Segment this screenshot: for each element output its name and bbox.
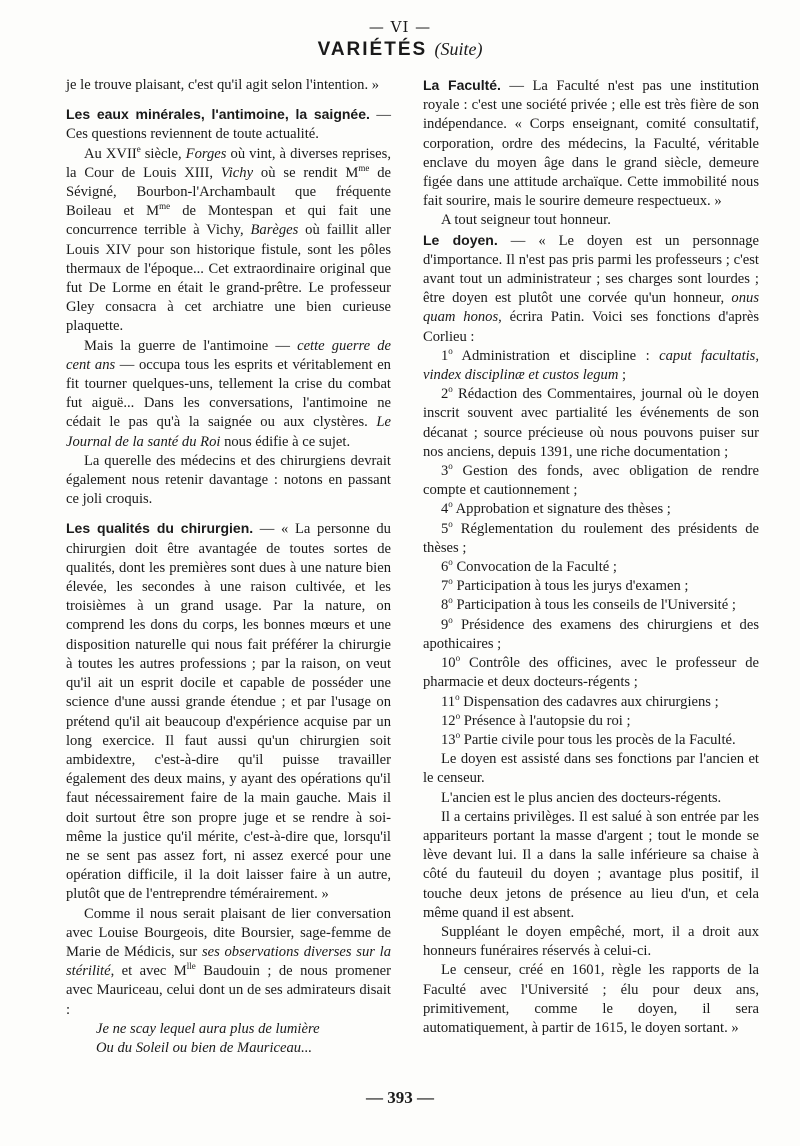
paragraph: Au XVIIe siècle, Forges où vint, à diverses reprises, la Cour de Louis XIII, Vichy où se rendit $M^{me}$ de Sévigné, Bourbon-l'Archambault que fréquente Boileau et $M^{me}$ de Montespan et qui fait une concurrence terrible à Vichy, Barèges où faillit aller Louis XIV pour son historique fistule, sont les pôles thermaux de l'époque... Cet extraordinaire original que fut De Lorme en était le grand-prêtre. Le professeur Gley consacra à cet archiatre une bien curieuse plaquette. [66,143,391,335]
section-title [0,39,800,61]
function-item: 11$^o$ Dispensation des cadavres aux chirurgiens ; [441,691,719,710]
function-item: 1$^o$ Administration et discipline : caput facultatis, vindex disciplinæ et custos legum ; [423,345,760,384]
subheading-eaux: Les eaux minérales, l'antimoine, la saignée. [66,106,370,123]
paragraph: La querelle des médecins et des chirurgiens devrait également nous retenir davantage : notons en passant ce joli croquis. [66,452,391,508]
paragraph: Il a certains privilèges. Il est salué à son entrée par les appariteurs portant la masse d'argent ; tout le monde se lève devant lui. Il a dans la salle inférieure sa chaise à côté du fauteuil du doyen ; avantage plus positif, il touche deux jetons de présence au lieu d'un, et cela même quand il est absent. [423,808,759,921]
right-column [423,76,759,1038]
paragraph: A tout seigneur tout honneur. [441,212,611,229]
function-number: 9 [441,616,449,633]
left-column [66,76,391,1058]
paragraph-qualites: Les qualités du chirurgien. — « La personne du chirurgien doit être avantagée de toutes sortes de qualités, dont les premières sont dues à une nature bien élevée, les secondes à une raison cultivée, et les troisièmes à un grand usage. Par la nature, on comprend les dons du corps, les bonnes mœurs et une disposition naturelle qui nous fait préférer la chirurgie à toutes les autres professions ; par la raison, on veut qu'il ait un esprit docile et capable de posséder une science d'une aussi grande étendue ; et par l'usage on prétend qu'il ait beaucoup d'expérience acquise par un long exercice. Il faut aussi qu'un chirurgien soit ambidextre, c'est-à-dire qu'il puisse travailler également des deux mains, y ayant des opérations qu'il faut nécessairement faire de la main gauche. Mais il doit surtout être son propre juge et se rendre à soi-même la justice qu'il mérite, c'est-à-dire que, lorsqu'il ne se sent pas assez fort, ni assez exercé pour une opération difficile, il la doit laisser faire à un autre, plutôt que de l'entreprendre témérairement. » [66,520,391,903]
verse-line: Je ne scay lequel aura plus de lumière [96,1020,320,1037]
function-number: 6 [441,559,449,576]
function-item: 7$^o$ Participation à tous les jurys d'examen ; [441,576,689,595]
paragraph-faculte: La Faculté. — La Faculté n'est pas une institution royale : c'est une société privée ; elle est très fière de son indépendance. « Corps enseignant, comité consultatif, corporation, ordre des médecins, la Faculté, véritable enclave du moyen âge dans le grand siècle, demeure figée dans une attitude archaïque. Cette immobilité nous fait sourire, mais le sourire demeure respectueux. » [423,77,759,210]
subheading-faculte: La Faculté. [423,77,501,93]
function-number: 1 [441,347,449,364]
function-number: 7 [441,578,449,595]
function-number: 3 [441,463,449,480]
function-item: 9$^o$ Présidence des examens des chirurgiens et des apothicaires ; [423,614,759,652]
function-number: 2 [441,386,449,403]
section-title-suite: (Suite) [434,39,483,59]
subheading-qualites: Les qualités du chirurgien. [66,520,254,537]
page-number: — 393 — [366,1088,434,1107]
paragraph: L'ancien est le plus ancien des docteurs-régents. [441,789,722,806]
function-item: 2$^o$ Rédaction des Commentaires, journal où le doyen inscrit souvent avec partialité les événements de son décanat ; source précieuse où nous pouvons puiser sur nos anciens, depuis 1391, une riche documentation ; [423,384,759,460]
function-item: 4$^o$ Approbation et signature des thèses ; [441,499,671,518]
section-title-text: VARIÉTÉS [317,39,428,60]
function-item: 6$^o$ Convocation de la Faculté ; [441,557,617,576]
paragraph: Le doyen est assisté dans ses fonctions par l'ancien et le censeur. [423,751,759,787]
functions-list [423,347,759,750]
function-item: 13$^o$ Partie civile pour tous les procès de la Faculté. [441,730,736,748]
roman-page-number: — VI — [368,18,432,36]
paragraph: Mais la guerre de l'antimoine — cette guerre de cent ans — occupa tous les esprits et véritablement en fit tourner quelques-uns, tellement la crise du combat fut aiguë... Dans les conversations, l'antimoine ne cédait le pas qu'à la saignée ou aux clystères. Le Journal de la santé du Roi nous édifie à ce sujet. [66,337,392,450]
function-item: 3$^o$ Gestion des fonds, avec obligation de rendre compte et cautionnement ; [423,461,759,499]
function-number: 10 [441,655,456,672]
paragraph: Suppléant le doyen empêché, mort, il a droit aux honneurs funéraires réservés à celui-ci. [423,923,759,960]
paragraph: Comme il nous serait plaisant de lier conversation avec Louise Bourgeois, dite Boursier, sage-femme de Marie de Médicis, sur ses observations diverses sur la stérilité, et avec $M^{lle}$ Baudouin ; de nous promener avec Mauriceau, celui dont un de ses admirateurs disait : [66,905,391,1018]
function-number: 12 [441,712,456,729]
page-header [0,18,800,61]
function-number: 13 [441,731,456,748]
paragraph: je le trouve plaisant, c'est qu'il agit selon l'intention. » [66,77,380,93]
function-item: 10$^o$ Contrôle des officines, avec le professeur de pharmacie et deux docteurs-régents ; [423,653,759,691]
paragraph-eaux: Les eaux minérales, l'antimoine, la saignée. — Ces questions reviennent de toute actualité. [66,106,391,143]
function-item: 8$^o$ Participation à tous les conseils de l'Université ; [441,595,736,614]
function-number: 8 [441,597,449,614]
function-number: 4 [441,501,449,518]
function-item: 12$^o$ Présence à l'autopsie du roi ; [441,710,631,729]
subheading-doyen: Le doyen. [423,231,498,248]
function-number: 5 [441,520,449,537]
paragraph: Le censeur, créé en 1601, règle les rapports de la Faculté avec l'Université ; élu pour deux ans, primitivement, comme le doyen, il sera automatiquement, à partir de 1615, le doyen sortant. » [423,962,759,1036]
paragraph-doyen: Le doyen. — « Le doyen est un personnage d'importance. Il n'est pas pris parmi les professeurs ; c'est avant tout un administrateur ; ses charges sont lourdes ; être doyen est plutôt une corvée qu'un honneur, onus quam honos, écrira Patin. Voici ses fonctions d'après Corlieu : [423,231,759,345]
verse-line: Ou du Soleil ou bien de Mauriceau... [96,1039,313,1056]
function-number: 11 [441,693,456,710]
function-item: 5$^o$ Réglementation du roulement des présidents de thèses ; [423,518,759,556]
